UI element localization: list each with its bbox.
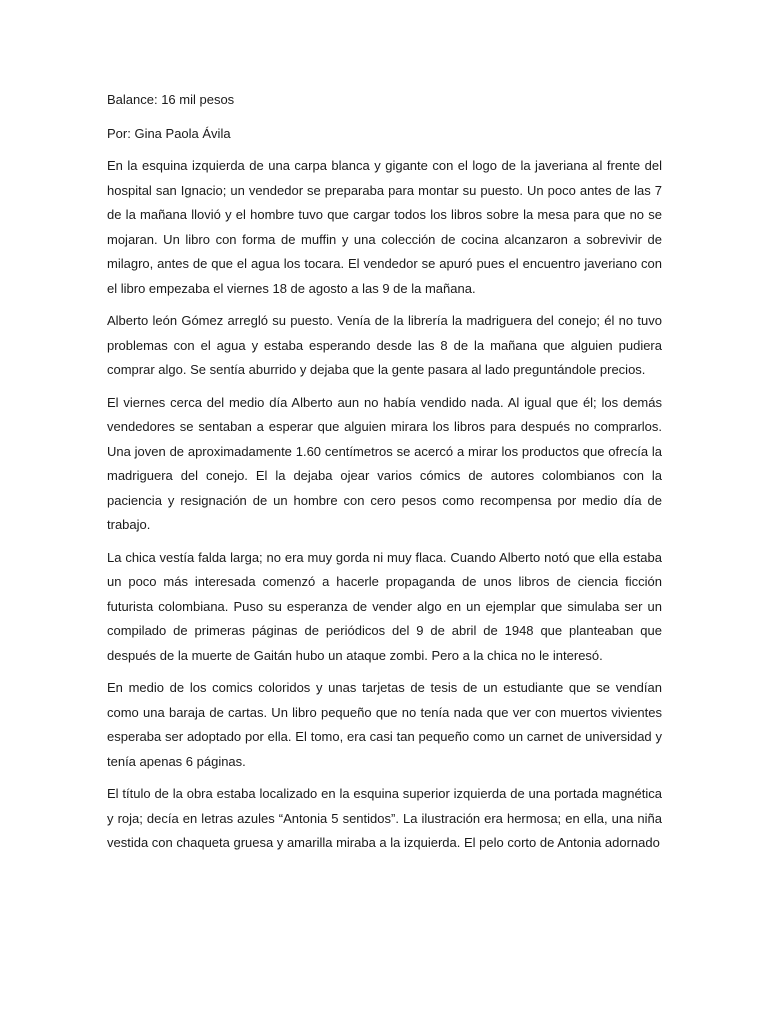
paragraph: En la esquina izquierda de una carpa blanca y gigante con el logo de la javeriana al frente del hospital san Ignacio; un vendedor se preparaba para montar su puesto. Un poco antes de las 7 de la mañana llovió y el hombre tuvo que cargar todos los libros sobre la mesa para que no se mojaran. Un libro con forma de muffin y una colección de cocina alcanzaron a sobrevivir de milagro, antes de que el agua los tocara. El vendedor se apuró pues el encuentro javeriano con el libro empezaba el viernes 18 de agosto a las 9 de la mañana.: [107, 158, 662, 296]
document-byline: Por: Gina Paola Ávila: [107, 126, 231, 141]
paragraph: En medio de los comics coloridos y unas tarjetas de tesis de un estudiante que se vendían como una baraja de cartas. Un libro pequeño que no tenía nada que ver con muertos vivientes esperaba ser adoptado por ella. El tomo, era casi tan pequeño como un carnet de universidad y tenía apenas 6 páginas.: [107, 680, 662, 769]
paragraph: La chica vestía falda larga; no era muy gorda ni muy flaca. Cuando Alberto notó que ella estaba un poco más interesada comenzó a hacerle propaganda de unos libros de ciencia ficción futurista colombiana. Puso su esperanza de vender algo en un ejemplar que simulaba ser un compilado de primeras páginas de periódicos del 9 de abril de 1948 que planteaban que después de la muerte de Gaitán hubo un ataque zombi. Pero a la chica no le interesó.: [107, 549, 662, 663]
document-page: [107, 88, 662, 864]
document-title: Balance: 16 mil pesos: [107, 92, 235, 107]
paragraph: El título de la obra estaba localizado en la esquina superior izquierda de una portada magnética y roja; decía en letras azules “Antonia 5 sentidos”. La ilustración era hermosa; en ella, una niña vestida con chaqueta gruesa y amarilla miraba a la izquierda. El pelo corto de Antonia adornado: [107, 786, 662, 850]
paragraph: El viernes cerca del medio día Alberto aun no había vendido nada. Al igual que él; los demás vendedores se sentaban a esperar que alguien mirara los libros para después no comprarlos. Una joven de aproximadamente 1.60 centímetros se acercó a mirar los productos que ofrecía la madriguera del conejo. El la dejaba ojear varios cómics de autores colombianos con la paciencia y resignación de un hombre con cero pesos como recompensa por medio día de trabajo.: [107, 394, 662, 532]
paragraph: Alberto león Gómez arregló su puesto. Venía de la librería la madriguera del conejo; él no tuvo problemas con el agua y estaba esperando desde las 8 de la mañana que alguien pudiera comprar algo. Se sentía aburrido y dejaba que la gente pasara al lado preguntándole precios.: [107, 313, 662, 377]
